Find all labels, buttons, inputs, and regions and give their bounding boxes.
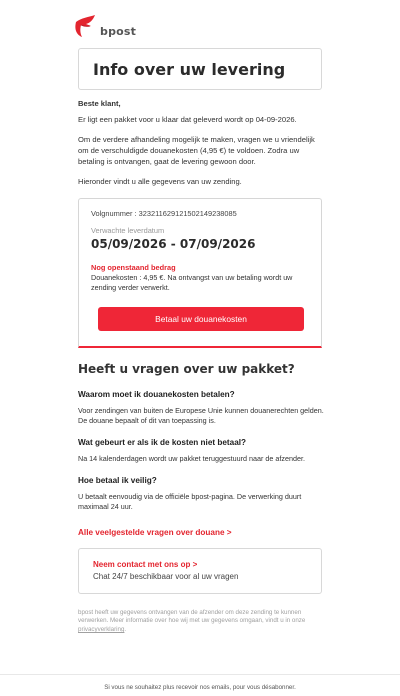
all-faq-link[interactable]: Alle veelgestelde vragen over douane > [78,528,232,537]
header-box [78,48,322,90]
logo-text: bpost [100,25,137,38]
faq-section [78,362,328,537]
outstanding-text: Douanekosten : 4,95 €. Na ontvangst van uw betaling wordt uw zending verder verwerkt. [91,273,293,292]
outstanding-title: Nog openstaand bedrag [91,263,176,272]
delivery-dates: 05/09/2026 - 07/09/2026 [91,237,256,251]
faq-question: Hoe betaal ik veilig? [78,476,157,485]
faq-answer: Voor zendingen van buiten de Europese Unie kunnen douanerechten gelden. De douane bepaalt of dit van toepassing is. [78,406,324,425]
footer-divider [0,674,400,675]
bpost-logo[interactable] [72,10,152,40]
bpost-horn-icon [72,14,98,40]
contact-link[interactable]: Neem contact met ons op > [93,560,198,569]
footer [0,684,400,691]
intro-text [78,98,326,196]
intro-line-3: Hieronder vindt u alle gegevens van uw zending. [78,177,242,186]
greeting: Beste klant, [78,99,121,108]
contact-subtext: Chat 24/7 beschikbaar voor al uw vragen [93,572,239,581]
intro-line-1: Er ligt een pakket voor u klaar dat geleverd wordt op 04-09-2026. [78,115,297,124]
faq-question: Wat gebeurt er als ik de kosten niet betaal? [78,438,247,447]
intro-line-2: Om de verdere afhandeling mogelijk te maken, vragen we u vriendelijk om de verschuldigde douanekosten (4,95 €) te voldoen. Zodra uw betaling is ontvangen, gaat de levering gewoon door. [78,135,315,166]
footer-text: Si vous ne souhaitez plus recevoir nos emails, [104,684,232,691]
contact-box [78,548,322,594]
faq-question: Waarom moet ik douanekosten betalen? [78,390,235,399]
privacy-link[interactable]: privacyverklaring [78,625,125,633]
faq-answer: U betaalt eenvoudig via de officiële bpost-pagina. De verwerking duurt maximaal 24 uur. [78,492,302,511]
tracking-number: Volgnummer : 323211629121502149238085 [91,209,237,218]
unsubscribe-link[interactable]: pour vous désabonner. [232,684,296,691]
privacy-end: . [124,625,127,633]
privacy-notice [78,609,328,634]
faq-heading: Heeft u vragen over uw pakket? [78,362,295,376]
faq-answer: Na 14 kalenderdagen wordt uw pakket teruggestuurd naar de afzender. [78,454,305,463]
page-title: Info over uw levering [93,59,286,79]
delivery-date-label: Verwachte leverdatum [91,226,165,235]
shipment-card [78,198,322,348]
pay-customs-button[interactable]: Betaal uw douanekosten [98,307,304,331]
privacy-text: bpost heeft uw gegevens ontvangen van de afzender om deze zending te kunnen verwerken. Meer informatie over hoe wij met uw gegevens omgaan, vindt u in onze [78,609,306,625]
